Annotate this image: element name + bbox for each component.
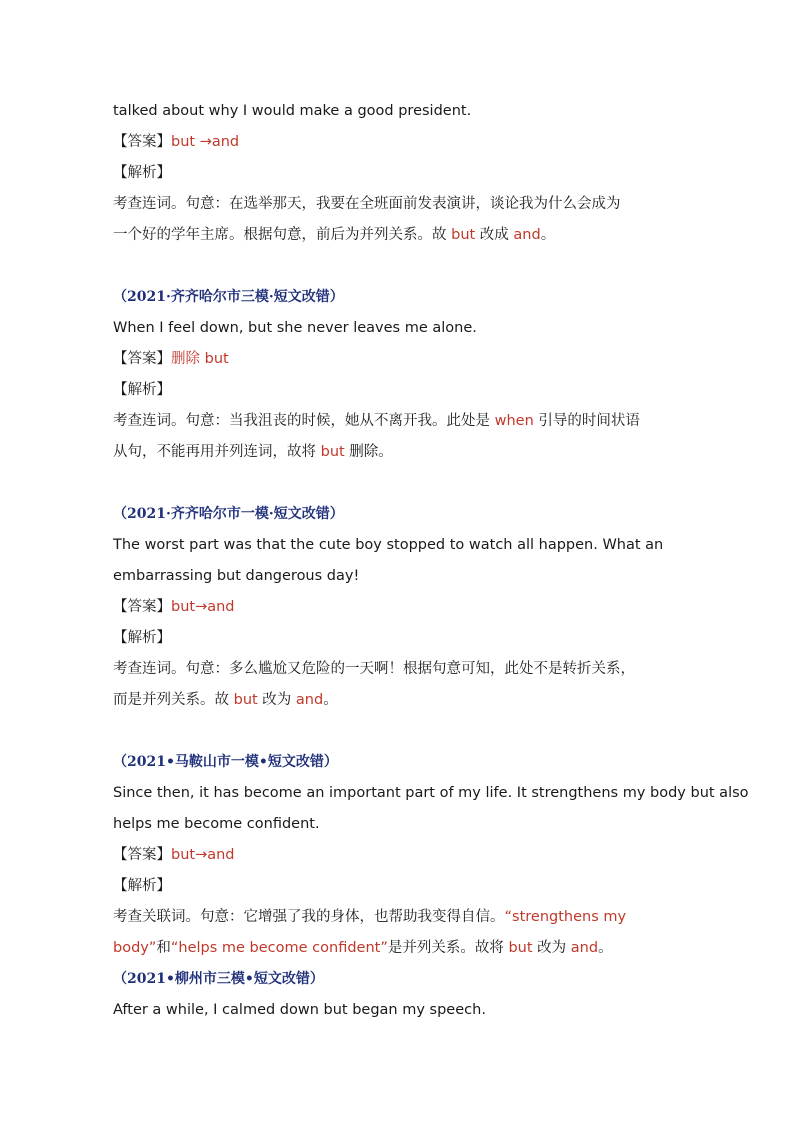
answer-value: 删除 but (171, 351, 229, 367)
analysis-line (113, 902, 688, 933)
answer-line (113, 344, 688, 375)
analysis-line (113, 685, 688, 716)
analysis-label: 【解析】 (113, 878, 171, 894)
highlight-phrase: body” (113, 940, 157, 956)
answer-line (113, 127, 688, 158)
analysis-text: 考查关联词。句意：它增强了我的身体，也帮助我变得自信。 (113, 909, 505, 925)
analysis-text: 和 (156, 940, 171, 956)
analysis-text: 。 (323, 692, 338, 708)
spacer (113, 468, 688, 499)
analysis-label: 【解析】 (113, 630, 171, 646)
question-text: Since then, it has become an important part of my life. It strengthens my body but also (113, 785, 749, 801)
answer-label: 【答案】 (113, 134, 171, 150)
question-text: talked about why I would make a good president. (113, 103, 472, 119)
analysis-label: 【解析】 (113, 165, 171, 181)
analysis-text: 从句，不能再用并列连词，故将 (113, 444, 321, 460)
question-text: The worst part was that the cute boy stopped to watch all happen. What an (113, 537, 664, 553)
highlight-word: when (494, 413, 534, 429)
highlight-word: but (508, 940, 533, 956)
source-heading: （2021•马鞍山市一模•短文改错） (113, 754, 338, 770)
highlight-word: but (320, 444, 345, 460)
answer-value: but→and (171, 847, 235, 863)
highlight-phrase: “helps me become confident” (170, 940, 388, 956)
analysis-text: 改为 (532, 940, 571, 956)
highlight-word: and (570, 940, 599, 956)
document-content (113, 96, 749, 1026)
highlight-word: but (233, 692, 258, 708)
analysis-text: 。 (540, 227, 556, 243)
analysis-text: 改成 (475, 227, 514, 243)
source-heading: （2021·齐齐哈尔市一模·短文改错） (113, 506, 344, 522)
analysis-text: 一个好的学年主席。根据句意，前后为并列关系。故 (113, 227, 452, 243)
source-heading: （2021·齐齐哈尔市三模·短文改错） (113, 289, 344, 305)
highlight-phrase: “strengthens my (504, 909, 627, 925)
analysis-text: 是并列关系。故将 (387, 940, 509, 956)
analysis-text: 而是并列关系。故 (113, 692, 234, 708)
analysis-line: 考查连词。句意：多么尴尬又危险的一天啊！根据句意可知，此处不是转折关系， (113, 661, 635, 677)
highlight-word: but (451, 227, 476, 243)
question-text: embarrassing but dangerous day! (113, 568, 360, 584)
answer-value: but →and (171, 134, 240, 150)
answer-label: 【答案】 (113, 351, 171, 367)
analysis-text: 引导的时间状语 (533, 413, 640, 429)
spacer (113, 716, 688, 747)
analysis-text: 考查连词。句意：当我沮丧的时候，她从不离开我。此处是 (113, 413, 495, 429)
answer-line (113, 840, 688, 871)
analysis-text: 删除。 (344, 444, 393, 460)
analysis-text: 改为 (257, 692, 296, 708)
answer-value: but→and (171, 599, 235, 615)
analysis-line: 考查连词。句意：在选举那天，我要在全班面前发表演讲，谈论我为什么会成为 (113, 196, 621, 212)
answer-line (113, 592, 688, 623)
question-text: When I feel down, but she never leaves me alone. (113, 320, 477, 336)
analysis-line (113, 406, 688, 437)
answer-label: 【答案】 (113, 847, 171, 863)
analysis-label: 【解析】 (113, 382, 171, 398)
highlight-word: and (295, 692, 324, 708)
highlight-word: and (513, 227, 541, 243)
analysis-line (113, 220, 688, 251)
source-heading: （2021•柳州市三模•短文改错） (113, 971, 324, 987)
question-text: After a while, I calmed down but began my speech. (113, 1002, 486, 1018)
answer-label: 【答案】 (113, 599, 171, 615)
analysis-line (113, 933, 688, 964)
analysis-text: 。 (598, 940, 613, 956)
spacer (113, 251, 688, 282)
analysis-line (113, 437, 688, 468)
question-text: helps me become confident. (113, 816, 320, 832)
